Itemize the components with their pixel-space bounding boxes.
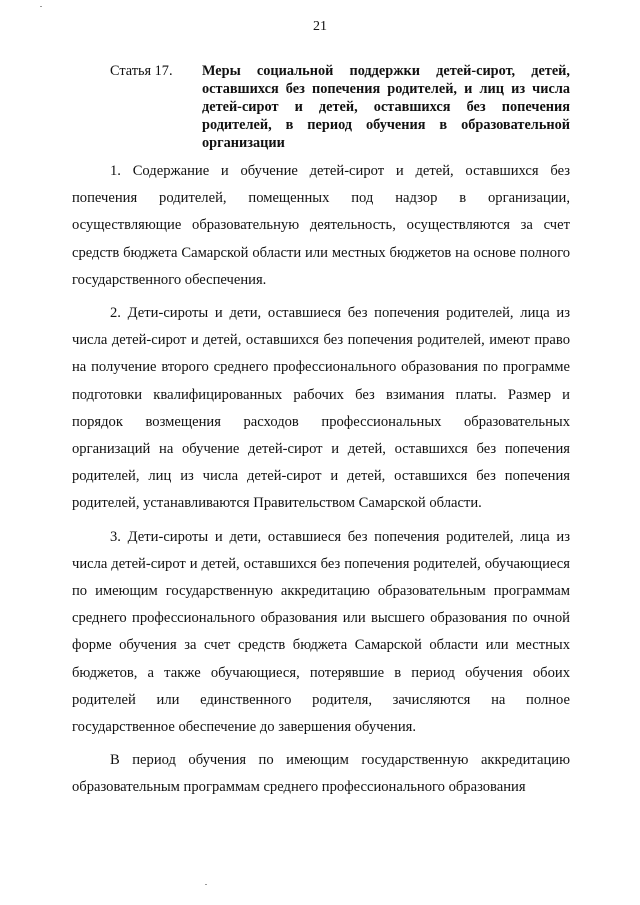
page-number: 21 xyxy=(313,19,327,34)
article-title: Меры социальной поддержки детей-сирот, детей, оставшихся без попечения родителей, и лиц из числа детей-сирот и детей, оставшихся без попечения родителей, в период обучения в образовательной организации xyxy=(202,63,570,151)
paragraph-1: 1. Содержание и обучение детей-сирот и детей, оставшихся без попечения родителей, помещенных под надзор в организации, осуществляющие образовательную деятельность, осуществляются за счет средств бюджета Самарской области или местных бюджетов на основе полного государственного обеспечения. xyxy=(72,163,570,288)
article-label: Статья 17. xyxy=(110,63,173,79)
article-heading xyxy=(110,62,570,152)
article-body xyxy=(72,158,570,808)
scan-speck xyxy=(205,884,207,885)
paragraph-2: 2. Дети-сироты и дети, оставшиеся без попечения родителей, лица из числа детей-сирот и детей, оставшихся без попечения родителей, имеют право на получение второго среднего профессионального образования по программе подготовки квалифицированных рабочих без взимания платы. Размер и порядок возмещения расходов профессиональных образовательных организаций на обучение детей-сирот и детей, оставшихся без попечения родителей, лиц из числа детей-сирот и детей, оставшихся без попечения родителей, устанавливаются Правительством Самарской области. xyxy=(72,305,570,512)
paragraph-4: В период обучения по имеющим государственную аккредитацию образовательным программам среднего профессионального образования xyxy=(72,752,570,796)
scan-speck xyxy=(40,6,42,7)
paragraph-3: 3. Дети-сироты и дети, оставшиеся без попечения родителей, лица из числа детей-сирот и детей, оставшихся без попечения родителей, обучающиеся по имеющим государственную аккредитацию образовательным программам среднего профессионального образования или высшего образования по очной форме обучения за счет средств бюджета Самарской области или местных бюджетов, а также обучающиеся, потерявшие в период обучения обоих родителей или единственного родителя, зачисляются на полное государственное обеспечение до завершения обучения. xyxy=(72,528,570,736)
